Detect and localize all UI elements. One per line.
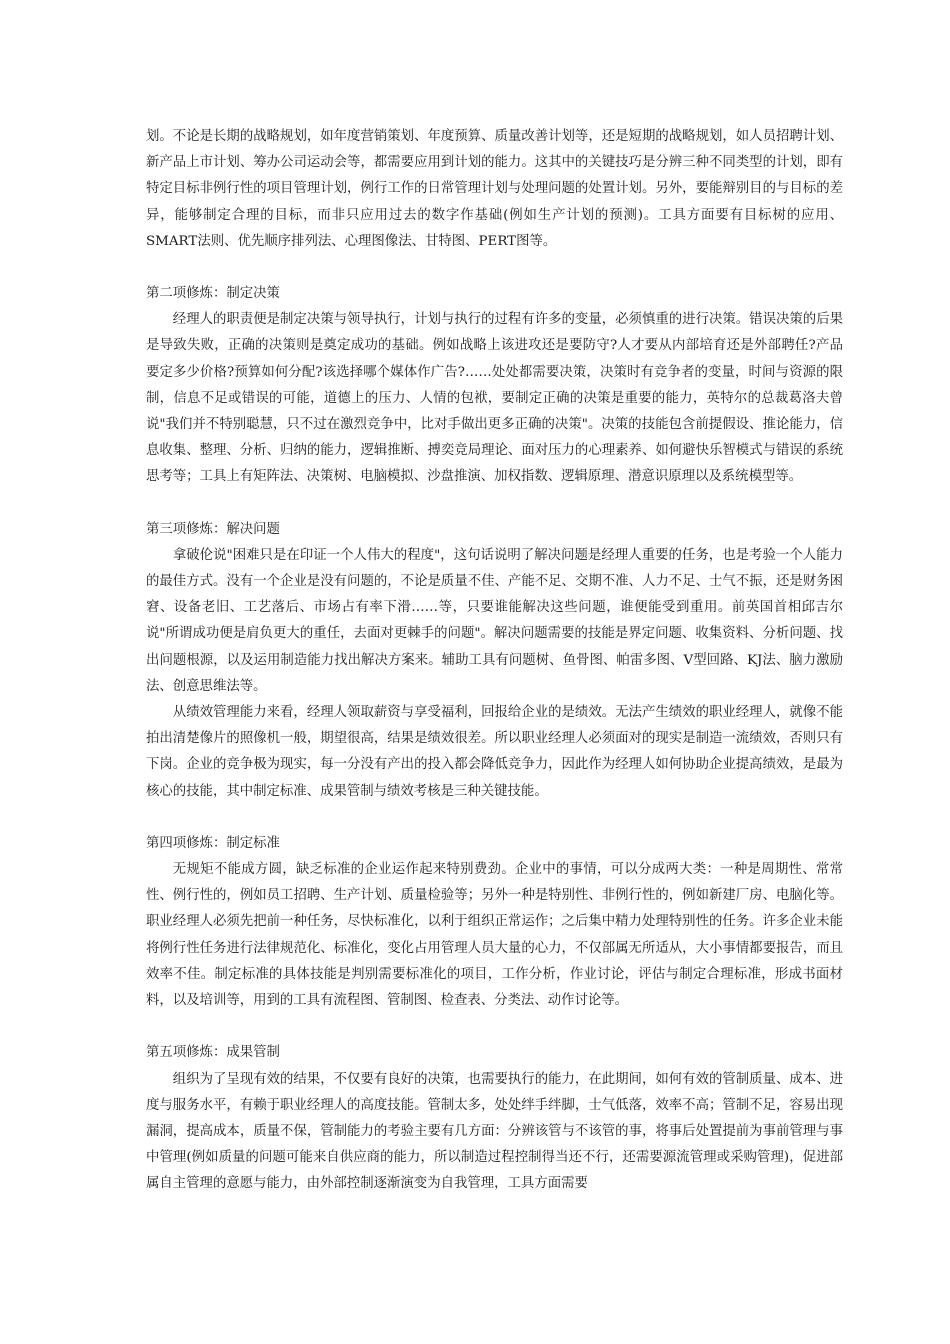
section-setting-standards [146, 831, 843, 1014]
document-body [146, 124, 843, 1198]
intro-paragraph: 划。不论是长期的战略规划，如年度营销策划、年度预算、质量改善计划等，还是短期的战略规划，如人员招聘计划、新产品上市计划、筹办公司运动会等，都需要应用到计划的能力。这其中的关键技巧是分辨三种不同类型的计划，即有特定目标非例行性的项目管理计划，例行工作的日常管理计划与处理问题的处置计划。另外，要能辩别目的与目标的差异，能够制定合理的目标，而非只应用过去的数字作基础(例如生产计划的预测)。工具方面要有目标树的应用、SMART法则、优先顺序排列法、心理图像法、甘特图、PERT图等。 [146, 129, 843, 249]
body-paragraph: 无规矩不能成方圆，缺乏标准的企业运作起来特别费劲。企业中的事情，可以分成两大类：一种是周期性、常常性、例行性的，例如员工招聘、生产计划、质量检验等；另外一种是特别性、非例行性的，例如新建厂房、电脑化等。职业经理人必须先把前一种任务，尽快标准化，以利于组织正常运作；之后集中精力处理特别性的任务。许多企业未能将例行性任务进行法律规范化、标准化，变化占用管理人员大量的心力，不仅部属无所适从，大小事情都要报告，而且效率不佳。制定标准的具体技能是判别需要标准化的项目，工作分析，作业讨论，评估与制定合理标准，形成书面材料，以及培训等，用到的工具有流程图、管制图、检查表、分类法、动作讨论等。 [146, 862, 843, 1009]
section-heading: 第五项修炼：成果管制 [146, 1045, 280, 1061]
section-heading: 第三项修炼：解决问题 [146, 521, 280, 537]
section-decision-making [146, 281, 843, 491]
body-paragraph: 拿破伦说"困难只是在印证一个人伟大的程度"，这句话说明了解决问题是经理人重要的任务，也是考验一个人能力的最佳方式。没有一个企业是没有问题的，不论是质量不佳、产能不足、交期不准、人力不足、士气不振，还是财务困窘、设备老旧、工艺落后、市场占有率下滑……等，只要谁能解决这些问题，谁便能受到重用。前英国首相邱吉尔说"所谓成功便是肩负更大的重任，去面对更棘手的问题"。解决问题需要的技能是界定问题、收集资料、分析问题、找出问题根源，以及运用制造能力找出解决方案来。辅助工具有问题树、鱼骨图、帕雷多图、V型回路、KJ法、脑力激励法、创意思维法等。 [146, 547, 843, 694]
section-results-control [146, 1040, 843, 1197]
body-paragraph: 组织为了呈现有效的结果，不仅要有良好的决策，也需要执行的能力，在此期间，如何有效的管制质量、成本、进度与服务水平，有赖于职业经理人的高度技能。管制太多，处处绊手绊脚，士气低落，效率不高；管制不足，容易出现漏洞，提高成本，质量不保，管制能力的考验主要有几方面：分辨该管与不该管的事，将事后处置提前为事前管理与事中管理(例如质量的问题可能来自供应商的能力，所以制造过程控制得当还不行，还需要源流管理或采购管理)，促进部属自主管理的意愿与能力，由外部控制逐渐演变为自我管理，工具方面需要 [146, 1071, 843, 1192]
section-problem-solving [146, 517, 843, 805]
body-paragraph: 经理人的职责便是制定决策与领导执行，计划与执行的过程有许多的变量，必须慎重的进行决策。错误决策的后果是导致失败，正确的决策则是奠定成功的基础。例如战略上该进攻还是要防守?人才要从内部培育还是外部聘任?产品要定多少价格?预算如何分配?该选择哪个媒体作广告?……处处都需要决策，决策时有竞争者的变量，时间与资源的限制，信息不足或错误的可能，道德上的压力、人情的包袱，要制定正确的决策是重要的能力，英特尔的总裁葛洛夫曾说"我们并不特别聪慧，只不过在激烈竞争中，比对手做出更多正确的决策"。决策的技能包含前提假设、推论能力，信息收集、整理、分析、归纳的能力，逻辑推断、搏奕竞局理论、面对压力的心理素养、如何避快乐智模式与错误的系统思考等；工具上有矩阵法、决策树、电脑模拟、沙盘推演、加权指数、逻辑原理、潜意识原理以及系统模型等。 [146, 312, 843, 485]
section-heading: 第四项修炼：制定标准 [146, 835, 280, 851]
body-paragraph: 从绩效管理能力来看，经理人领取薪资与享受福利，回报给企业的是绩效。无法产生绩效的职业经理人，就像不能拍出清楚像片的照像机一般，期望很高，结果是绩效很差。所以职业经理人必须面对的现实是制造一流绩效，否则只有下岗。企业的竞争极为现实，每一分没有产出的投入都会降低竞争力，因此作为经理人如何协助企业提高绩效，是最为核心的技能，其中制定标准、成果管制与绩效考核是三种关键技能。 [146, 705, 843, 799]
section-heading: 第二项修炼：制定决策 [146, 286, 280, 302]
